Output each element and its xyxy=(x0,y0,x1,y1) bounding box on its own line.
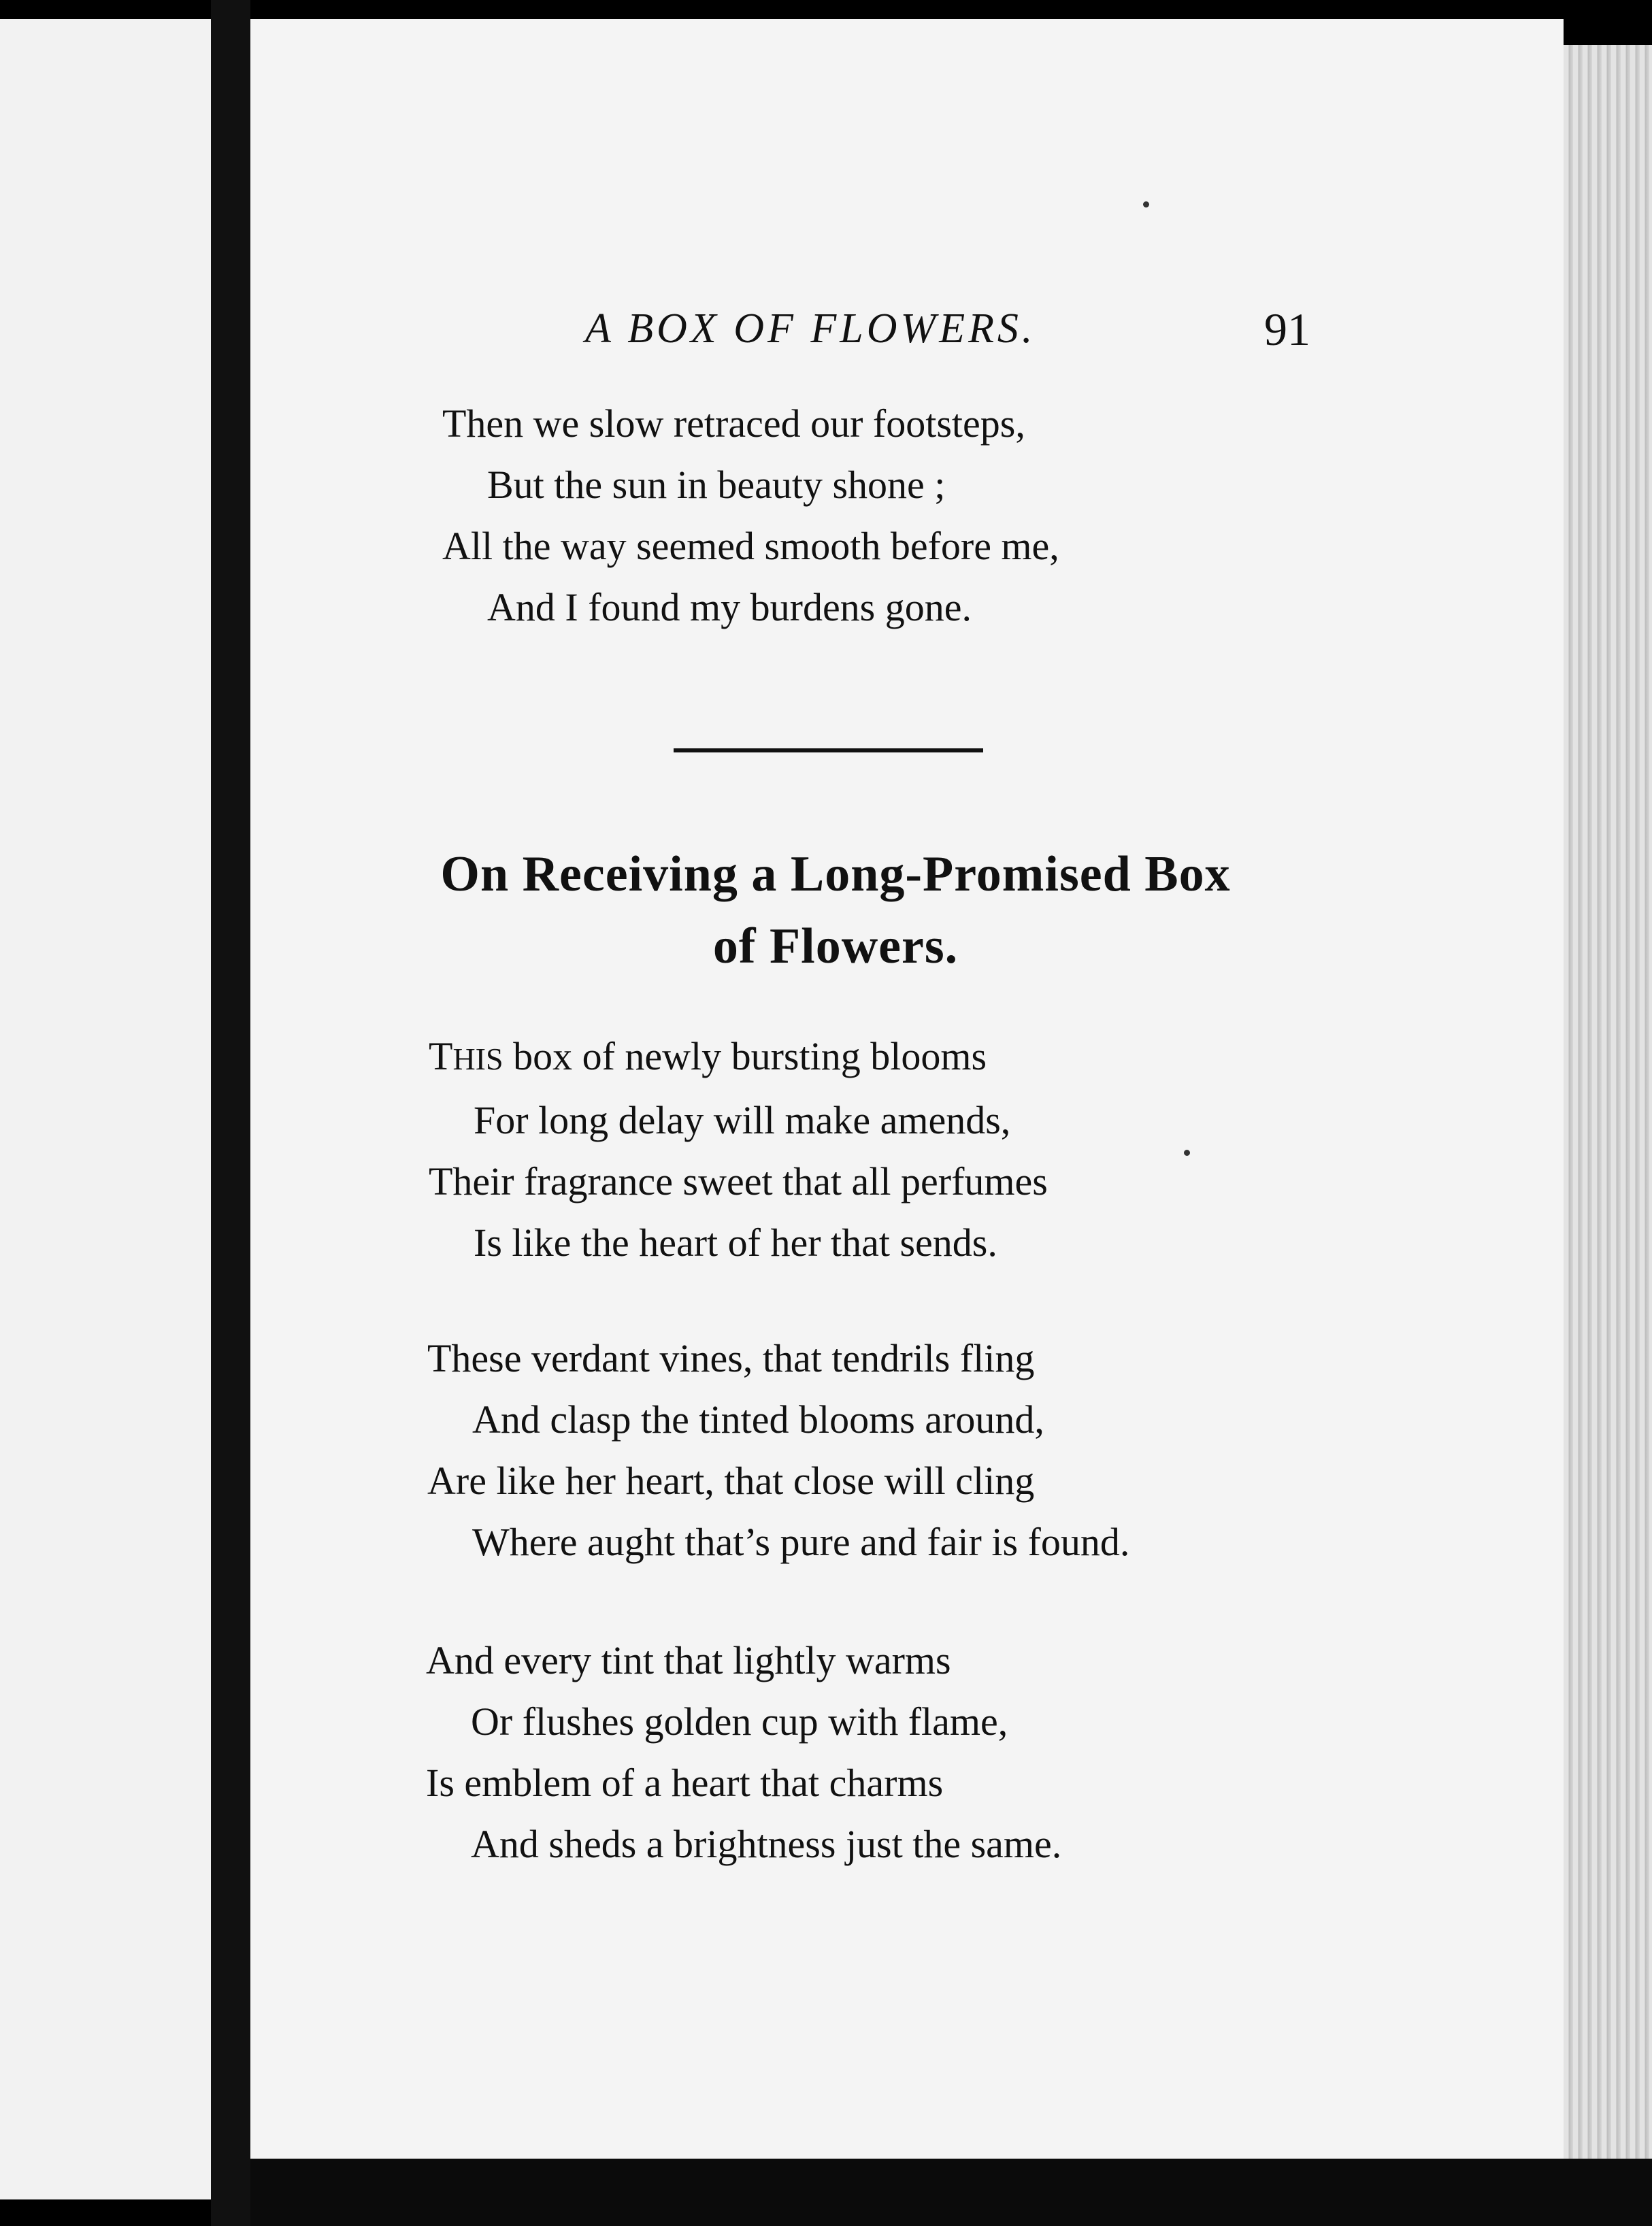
poem-line: And I found my burdens gone. xyxy=(487,585,972,629)
poem-line: But the sun in beauty shone ; xyxy=(487,463,946,507)
left-facing-page xyxy=(0,19,211,2199)
poem-line: Is like the heart of her that sends. xyxy=(474,1220,997,1265)
poem-line: Where aught that’s pure and fair is found. xyxy=(472,1520,1130,1564)
poem-line xyxy=(429,1026,1048,1090)
previous-poem-stanza xyxy=(442,393,1059,638)
section-divider xyxy=(674,748,983,752)
poem-line: All the way seemed smooth before me, xyxy=(442,524,1059,568)
scan-speck xyxy=(1184,1150,1190,1156)
poem-line: Is emblem of a heart that charms xyxy=(426,1761,944,1805)
poem-line: Are like her heart, that close will cling xyxy=(427,1459,1035,1503)
poem-line: These verdant vines, that tendrils fling xyxy=(427,1336,1035,1380)
poem-line: And clasp the tinted blooms around, xyxy=(472,1397,1044,1442)
poem-line: And every tint that lightly warms xyxy=(426,1638,951,1682)
running-head: A BOX OF FLOWERS. xyxy=(585,305,1036,352)
poem-title xyxy=(373,838,1298,982)
book-gutter xyxy=(211,0,250,2226)
scan-border xyxy=(250,2159,1652,2226)
poem-line: Their fragrance sweet that all perfumes xyxy=(429,1159,1048,1203)
page-number: 91 xyxy=(1264,303,1310,355)
scan-speck xyxy=(1143,201,1149,207)
poem-stanza xyxy=(427,1328,1129,1573)
line-text: box of newly bursting blooms xyxy=(503,1034,987,1078)
poem-stanza xyxy=(426,1630,1061,1875)
poem-line: For long delay will make amends, xyxy=(474,1098,1011,1142)
poem-line: Then we slow retraced our footsteps, xyxy=(442,401,1025,446)
drop-initial: T xyxy=(429,1034,453,1078)
poem-line: And sheds a brightness just the same. xyxy=(471,1822,1062,1866)
poem-title-line: On Receiving a Long-Promised Box xyxy=(440,846,1231,902)
poem-title-line: of Flowers. xyxy=(712,918,959,974)
poem-stanza xyxy=(429,1026,1048,1274)
page-edges xyxy=(1564,45,1652,2188)
small-caps-word: HIS xyxy=(452,1042,503,1076)
poem-line: Or flushes golden cup with flame, xyxy=(471,1699,1008,1744)
